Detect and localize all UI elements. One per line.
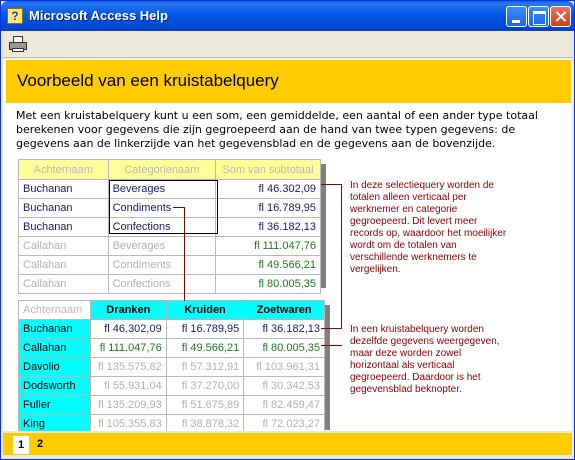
toolbar — [2, 31, 573, 58]
crosstab-note: In een kruistabelquery worden dezelfde gegevens weergegeven, maar deze worden zowel horizontaal als verticaal gegroepeerd. Daardoor is het gegevensblad beknopter. — [350, 324, 500, 395]
table-cell: fl 135.209,93 — [90, 396, 166, 415]
table-cell: fl 111.047,76 — [90, 339, 166, 358]
table-cell: fl 49.566,21 — [166, 339, 244, 358]
topic-title: Voorbeeld van een kruistabelquery — [17, 71, 279, 90]
table-cell: fl 30.342,53 — [244, 377, 325, 396]
table-cell: fl 46.302,09 — [216, 180, 321, 199]
table-cell: fl 51.675,89 — [166, 396, 244, 415]
connector-line — [184, 207, 185, 301]
help-content — [3, 59, 572, 431]
page-tab-1[interactable]: 1 — [13, 436, 29, 454]
table-cell: fl 103.961,31 — [244, 358, 325, 377]
row-header: Fuller — [19, 396, 91, 415]
topic-header — [6, 60, 571, 103]
table-cell: Beverages — [108, 180, 216, 199]
printer-icon[interactable] — [8, 35, 28, 53]
column-header: Achternaam — [19, 160, 109, 180]
table-cell: Buchanan — [19, 180, 109, 199]
table-cell: fl 80.005,35 — [216, 275, 321, 294]
row-header: Callahan — [19, 339, 91, 358]
table-row — [19, 320, 325, 339]
table-cell: fl 37.270,00 — [166, 377, 244, 396]
select-query-note: In deze selectiequery worden de totalen alleen verticaal per werknemer en categorie gegroepeerd. Dit levert meer records op, waardoor het moeilijker wordt om de totalen van verschillende werknemers te vergelijken. — [350, 180, 507, 275]
maximize-button[interactable] — [528, 6, 549, 27]
table-row — [19, 275, 321, 294]
column-header: Dranken — [90, 301, 166, 320]
table-row — [19, 339, 325, 358]
close-button[interactable] — [550, 6, 571, 27]
row-header: King — [19, 415, 91, 432]
table-cell: fl 135.575,82 — [90, 358, 166, 377]
table-row — [19, 256, 321, 275]
table-cell: fl 36.182,13 — [244, 320, 325, 339]
table-cell: Condiments — [108, 256, 216, 275]
table-cell: Buchanan — [19, 199, 109, 218]
category-highlight-box — [109, 180, 218, 234]
row-header: Davolio — [19, 358, 91, 377]
page-tab-2[interactable]: 2 — [37, 438, 44, 450]
table-cell: fl 38.878,32 — [166, 415, 244, 432]
row-header: Dodsworth — [19, 377, 91, 396]
minimize-button[interactable] — [506, 6, 527, 27]
table-cell: Confections — [108, 218, 216, 237]
row-header: Buchanan — [19, 320, 91, 339]
table-row — [19, 358, 325, 377]
corner-header: Achternaam — [19, 301, 91, 320]
help-icon: ? — [7, 8, 23, 24]
table-cell: fl 82.459,47 — [244, 396, 325, 415]
column-header: Kruiden — [166, 301, 244, 320]
table-row — [19, 415, 325, 432]
table-cell: fl 57.312,91 — [166, 358, 244, 377]
table-row — [19, 377, 325, 396]
connector-line — [321, 184, 341, 185]
table-cell: Beverages — [108, 237, 216, 256]
table-cell: fl 72.023,27 — [244, 415, 325, 432]
table-cell: fl 111.047,76 — [216, 237, 321, 256]
crosstab-table — [18, 300, 325, 431]
column-header: Som van subtotaal — [216, 160, 321, 180]
table-cell: fl 16.789,95 — [216, 199, 321, 218]
table-cell: Confections — [108, 275, 216, 294]
table-row — [19, 396, 325, 415]
table-cell: fl 16.789,95 — [166, 320, 244, 339]
column-header: Zoetwaren — [244, 301, 325, 320]
title-bar[interactable] — [1, 1, 574, 31]
connector-line — [341, 184, 342, 328]
table-row — [19, 237, 321, 256]
table-cell: Callahan — [19, 237, 109, 256]
column-header: Categorienaam — [108, 160, 216, 180]
table-cell: fl 80.005,35 — [244, 339, 325, 358]
table-cell: fl 105.355,83 — [90, 415, 166, 432]
table-cell: fl 49.566,21 — [216, 256, 321, 275]
connector-line — [321, 345, 342, 346]
intro-text: Met een kruistabelquery kunt u een som, een gemiddelde, een aantal of een ander type totaal berekenen voor gegevens die zijn gegroepeerd aan de hand van twee typen gegevens: de gegevens aan de linkerzijde van het gegevensblad en de gegevens aan de bovenzijde. — [16, 109, 538, 150]
table-cell: Callahan — [19, 256, 109, 275]
table-cell: fl 36.182,13 — [216, 218, 321, 237]
table-cell: Callahan — [19, 275, 109, 294]
window-title: Microsoft Access Help — [29, 8, 168, 23]
table-cell: fl 55.931,04 — [90, 377, 166, 396]
table-cell: fl 46.302,09 — [90, 320, 166, 339]
page-tabs — [3, 433, 572, 455]
table-cell: Buchanan — [19, 218, 109, 237]
table-cell: Condiments — [108, 199, 216, 218]
connector-line — [321, 328, 342, 329]
